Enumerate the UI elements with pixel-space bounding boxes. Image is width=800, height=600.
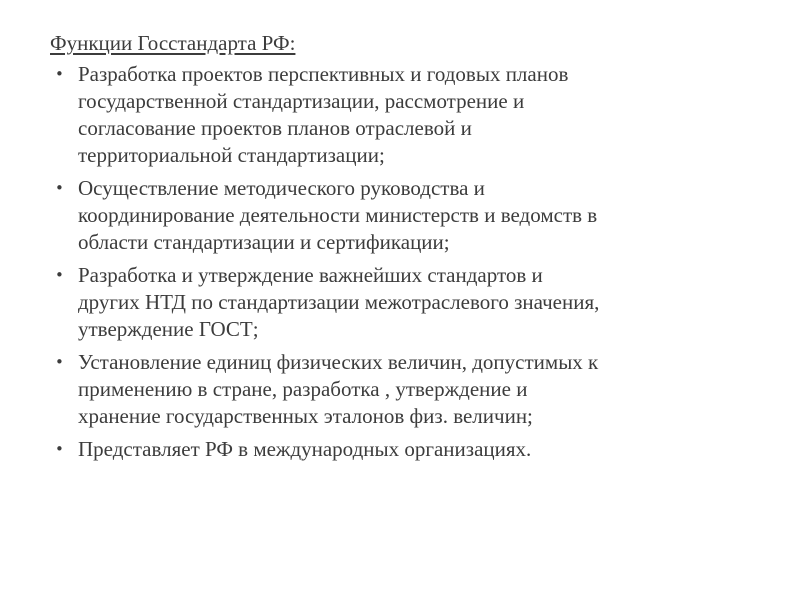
item-line: Представляет РФ в международных организациях.	[78, 437, 532, 461]
list-item	[50, 175, 760, 256]
item-line: координирование деятельности министерств и ведомств в	[78, 203, 598, 227]
bullet-icon: •	[55, 266, 64, 284]
list-item	[50, 61, 760, 169]
item-line: Разработка и утверждение важнейших стандартов и	[78, 263, 543, 287]
item-line: области стандартизации и сертификации;	[78, 230, 450, 254]
function-list	[50, 61, 760, 463]
bullet-icon: •	[55, 65, 64, 83]
item-line: Установление единиц физических величин, допустимых к	[78, 350, 599, 374]
item-line: хранение государственных эталонов физ. величин;	[78, 404, 533, 428]
list-item	[50, 262, 760, 343]
item-line: Разработка проектов перспективных и годовых планов	[78, 62, 569, 86]
item-line: утверждение ГОСТ;	[78, 317, 259, 341]
bullet-icon: •	[55, 440, 64, 458]
list-item	[50, 349, 760, 430]
item-line: государственной стандартизации, рассмотрение и	[78, 89, 525, 113]
bullet-icon: •	[55, 353, 64, 371]
item-line: других НТД по стандартизации межотраслевого значения,	[78, 290, 600, 314]
bullet-icon: •	[55, 179, 64, 197]
slide-heading: Функции Госстандарта РФ:	[50, 31, 296, 55]
item-line: согласование проектов планов отраслевой и	[78, 116, 472, 140]
list-item	[50, 436, 760, 463]
item-line: Осуществление методического руководства и	[78, 176, 485, 200]
item-line: территориальной стандартизации;	[78, 143, 385, 167]
item-line: применению в стране, разработка , утверждение и	[78, 377, 528, 401]
